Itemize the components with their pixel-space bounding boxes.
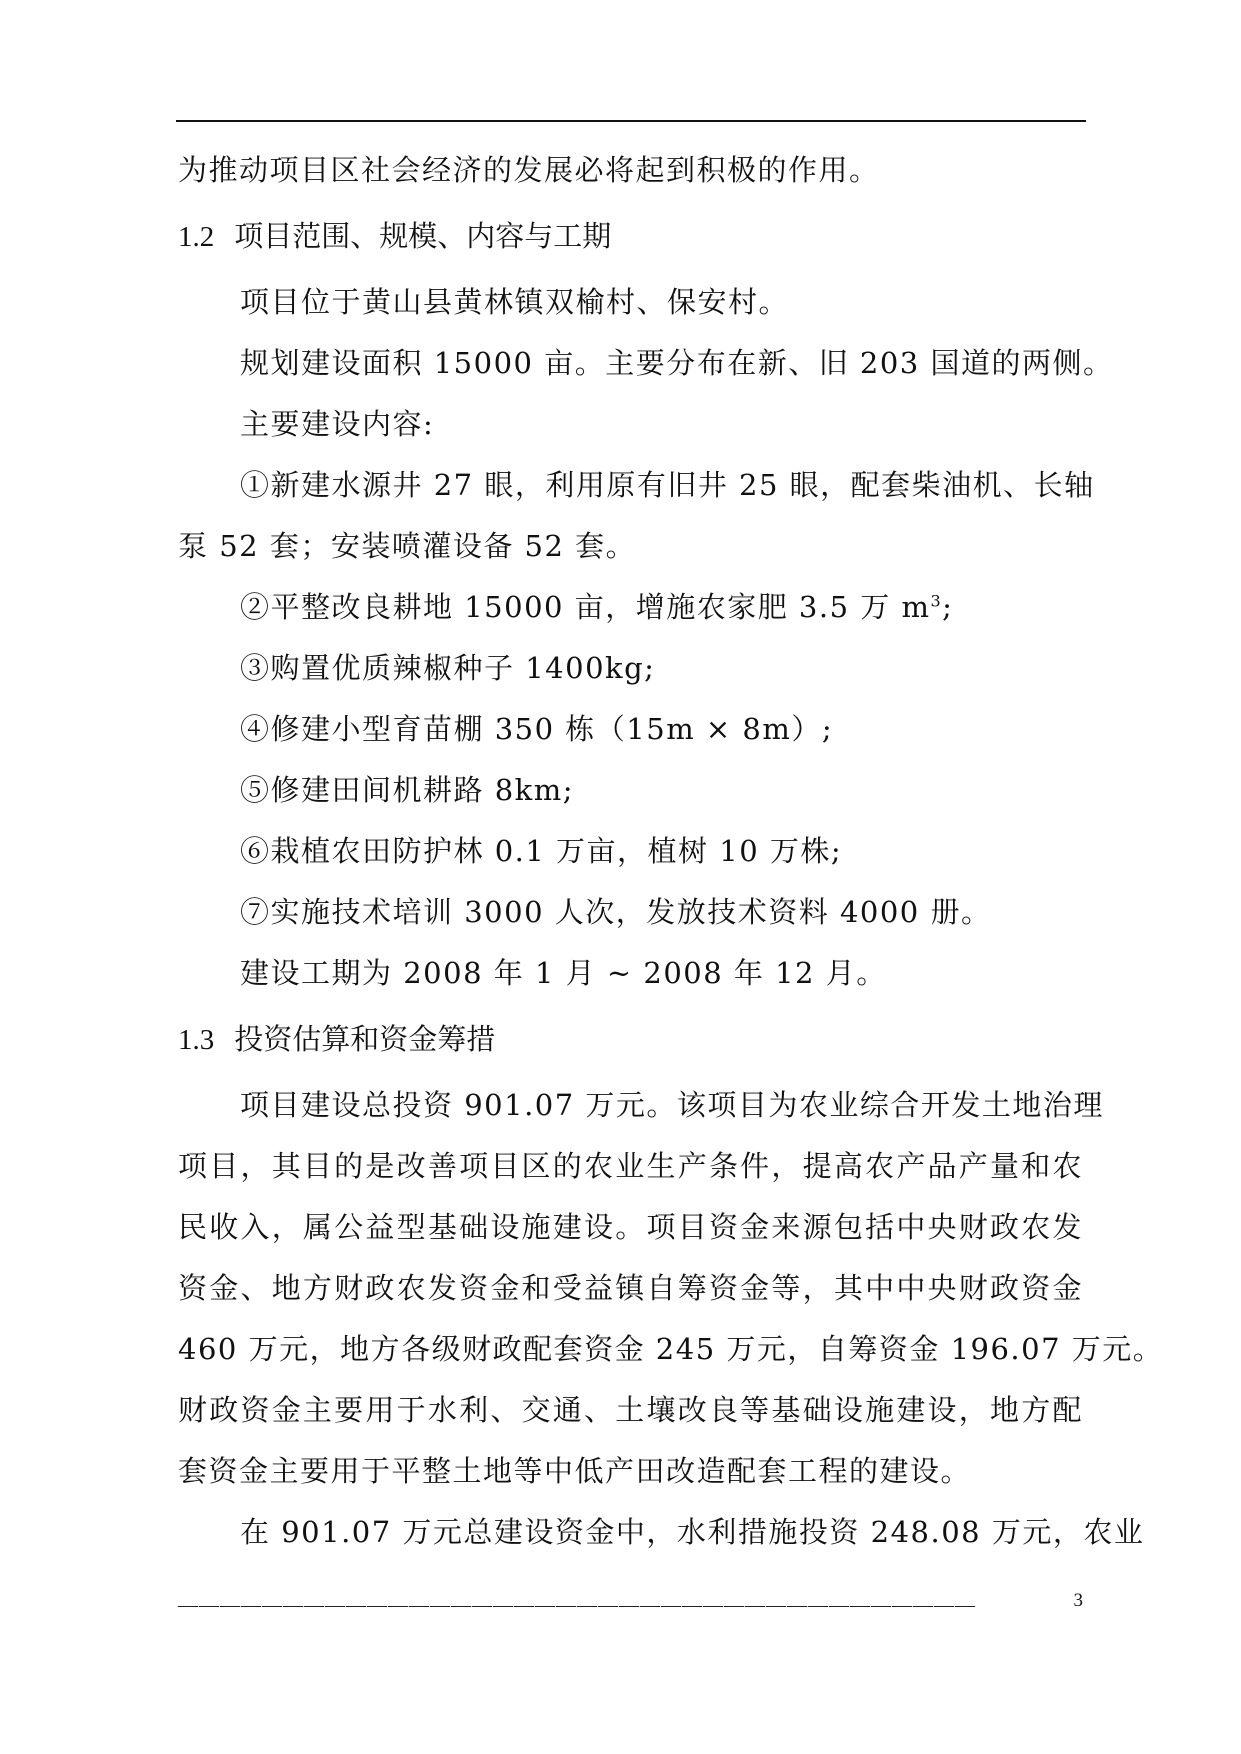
list-item-5: ⑤修建田间机耕路 8km; — [240, 773, 575, 807]
paragraph-line: 套资金主要用于平整土地等中低产田改造配套工程的建设。 — [178, 1454, 972, 1488]
header-rule — [176, 120, 1086, 122]
list-item-4: ④修建小型育苗棚 350 栋（15m × 8m）; — [240, 712, 834, 746]
list-item-6: ⑥栽植农田防护林 0.1 万亩，植树 10 万株; — [240, 834, 843, 868]
paragraph-line: 项目，其目的是改善项目区的农业生产条件，提高农产品产量和农 — [178, 1149, 1083, 1183]
list-item-1-line-1: ①新建水源井 27 眼，利用原有旧井 25 眼，配套柴油机、长轴 — [240, 468, 1095, 502]
list-item-2 — [178, 577, 1083, 638]
content-intro: 主要建设内容: — [240, 407, 435, 441]
location-paragraph: 项目位于黄山县黄林镇双榆村、保安村。 — [240, 285, 790, 319]
list-item-2-end: ; — [942, 590, 954, 624]
document-body — [178, 140, 1164, 1563]
section-number: 1.2 — [178, 221, 215, 253]
page-number: 3 — [1073, 1590, 1083, 1611]
paragraph-line: 民收入，属公益型基础设施建设。项目资金来源包括中央财政农发 — [178, 1210, 1083, 1244]
superscript: 3 — [930, 591, 943, 611]
paragraph-line: 460 万元，地方各级财政配套资金 245 万元，自筹资金 196.07 万元。 — [178, 1332, 1164, 1366]
section-heading-1-3 — [178, 1004, 1083, 1075]
section-heading-1-2 — [178, 201, 1083, 272]
section-title: 投资估算和资金筹措 — [234, 1022, 496, 1056]
construction-period: 建设工期为 2008 年 1 月 ~ 2008 年 12 月。 — [240, 956, 887, 990]
list-item-7: ⑦实施技术培训 3000 人次，发放技术资料 4000 册。 — [240, 895, 992, 929]
paragraph-line: 财政资金主要用于水利、交通、土壤改良等基础设施建设，地方配 — [178, 1393, 1083, 1427]
continuation-paragraph: 为推动项目区社会经济的发展必将起到积极的作用。 — [178, 153, 880, 187]
list-item-1-line-2: 泵 52 套；安装喷灌设备 52 套。 — [178, 529, 637, 563]
area-paragraph: 规划建设面积 15000 亩。主要分布在新、旧 203 国道的两侧。 — [240, 346, 1114, 380]
list-item-2-text: ②平整改良耕地 15000 亩，增施农家肥 3.5 万 m — [240, 590, 931, 624]
paragraph-line: 资金、地方财政农发资金和受益镇自筹资金等，其中中央财政资金 — [178, 1271, 1083, 1305]
paragraph-2-line: 在 901.07 万元总建设资金中，水利措施投资 248.08 万元，农业 — [240, 1515, 1145, 1549]
page-footer — [178, 1590, 1083, 1620]
footer-dashes: —————————————————————————————————————— — [178, 1594, 976, 1616]
section-number: 1.3 — [178, 1024, 215, 1056]
section-title: 项目范围、规模、内容与工期 — [234, 219, 612, 253]
list-item-3: ③购置优质辣椒种子 1400kg; — [240, 651, 656, 685]
paragraph-line: 项目建设总投资 901.07 万元。该项目为农业综合开发土地治理 — [240, 1088, 1104, 1122]
